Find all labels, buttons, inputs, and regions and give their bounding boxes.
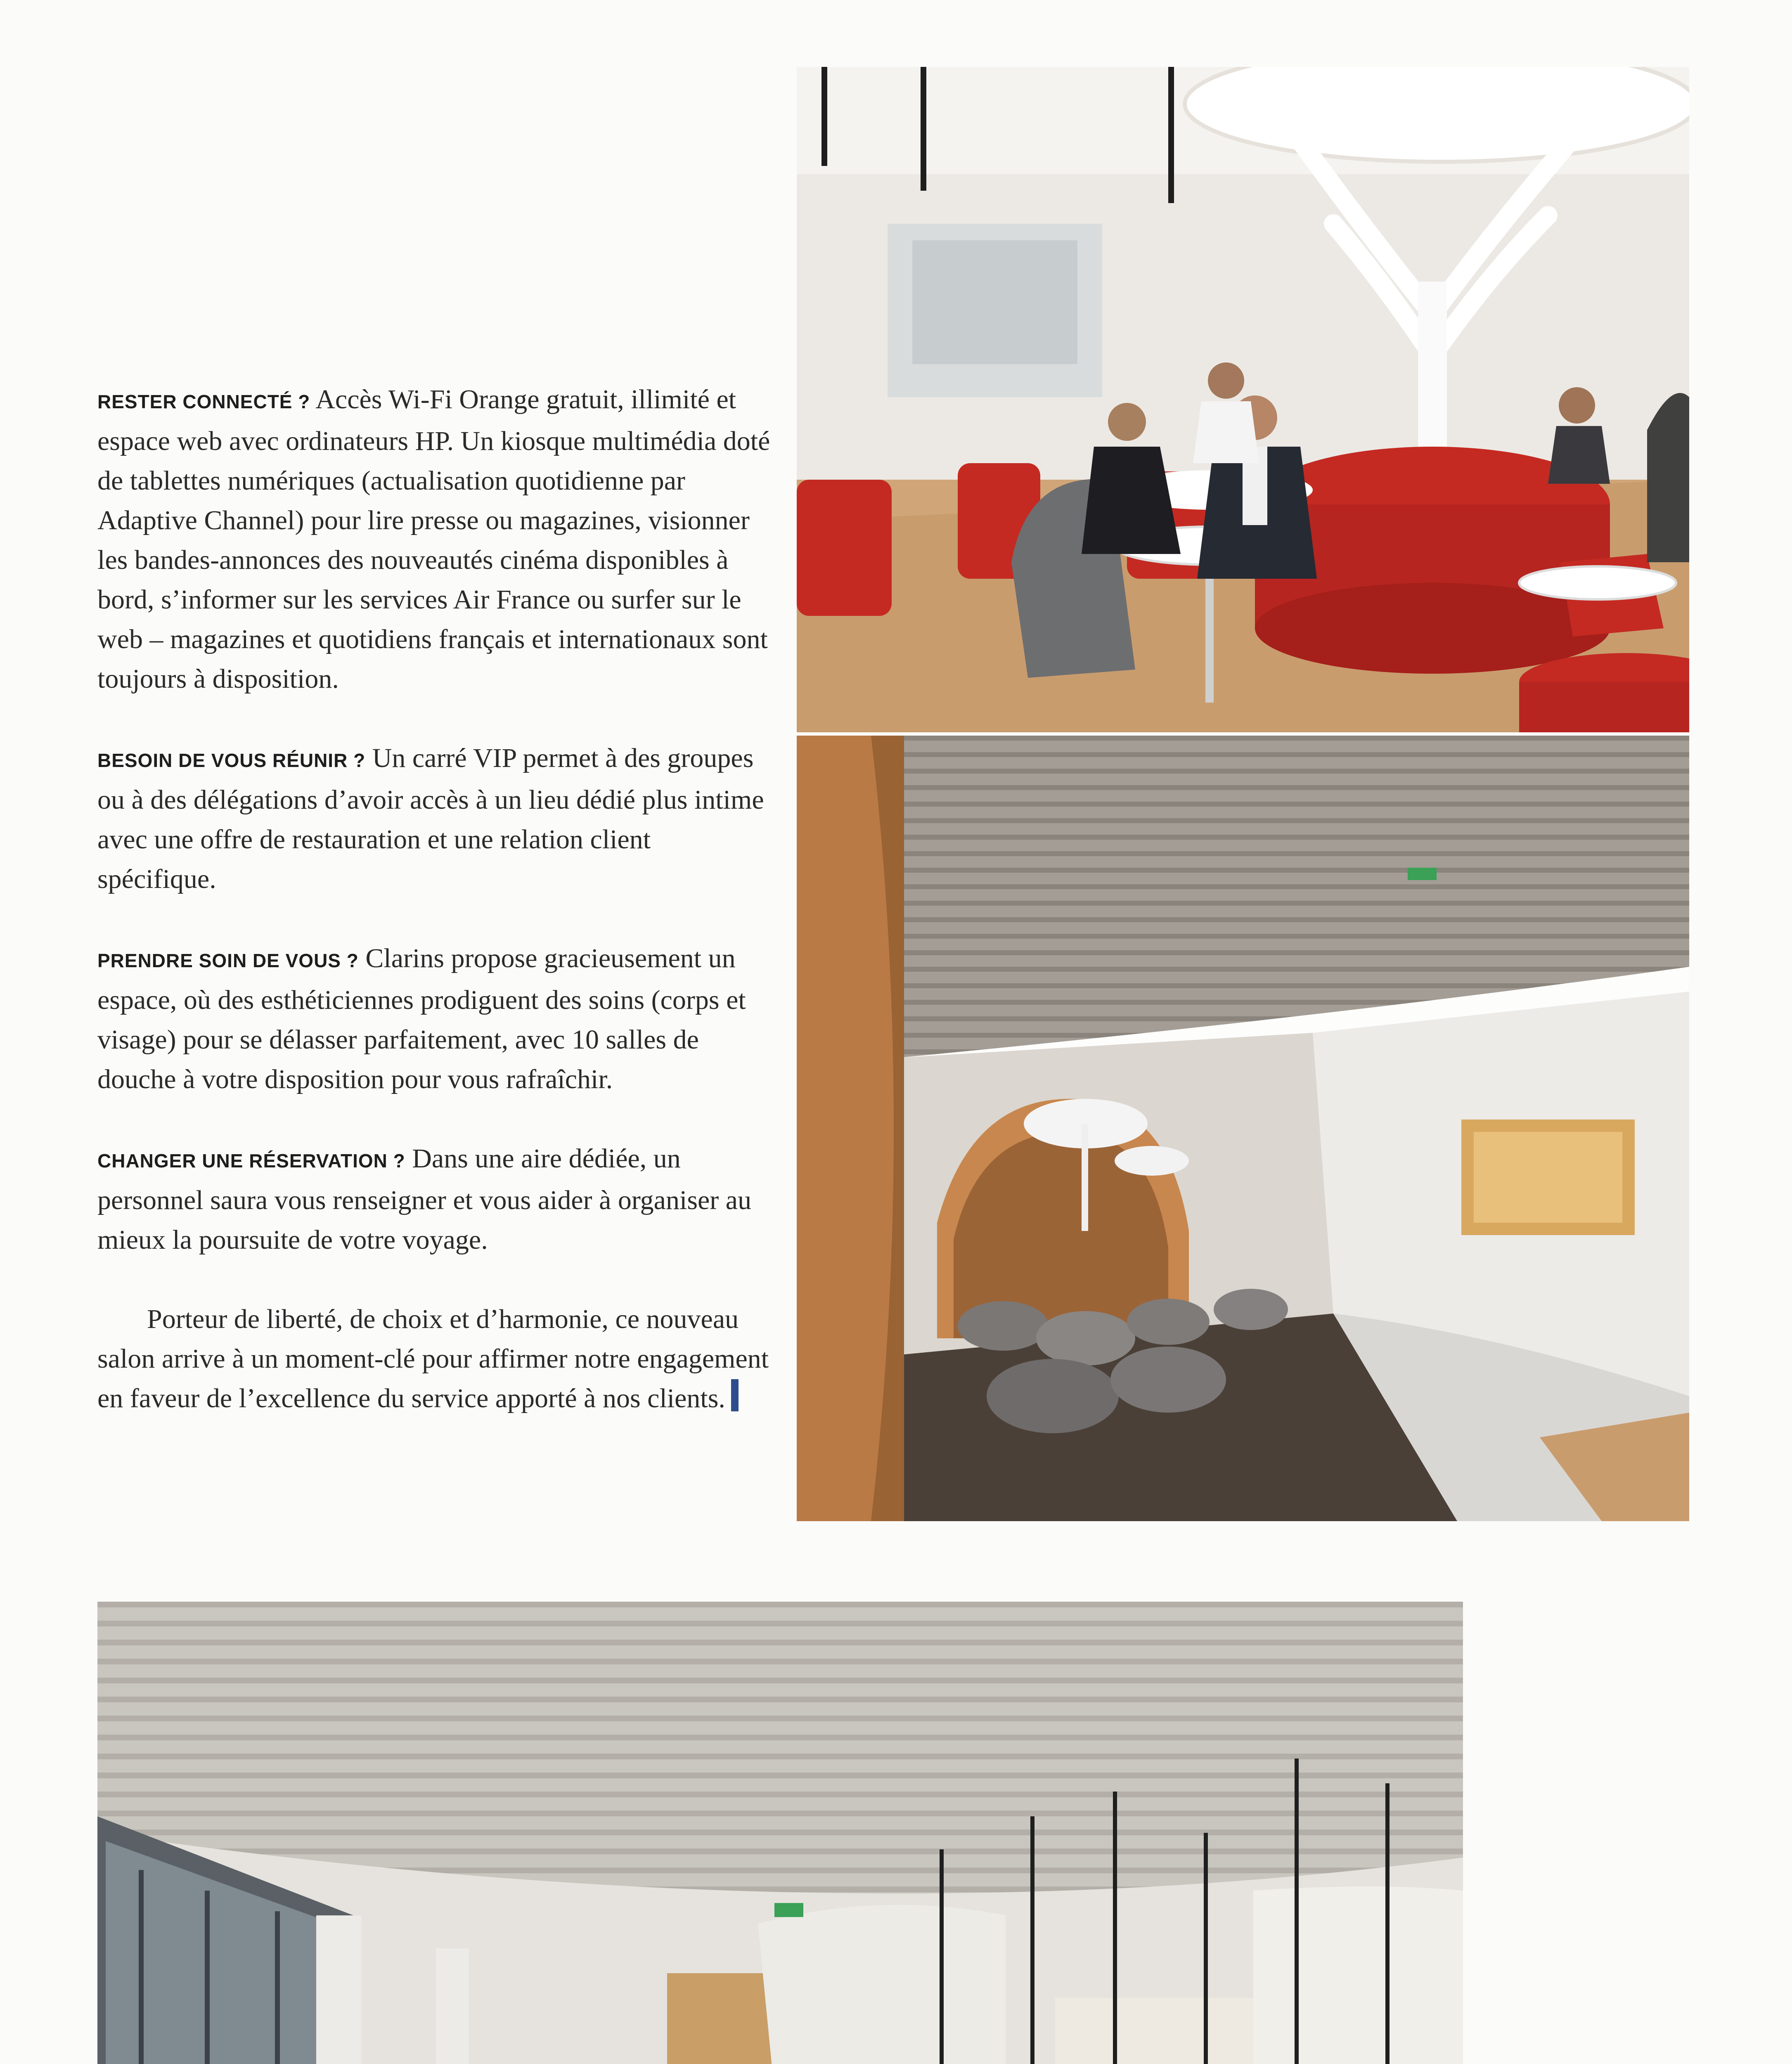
- article-body: [97, 380, 774, 1458]
- paragraph-lead: RESTER CONNECTÉ ?: [97, 391, 310, 412]
- paragraph-spa: [97, 939, 774, 1099]
- paragraph-reservation: [97, 1139, 774, 1260]
- closing-paragraph: [97, 1299, 774, 1418]
- paragraph-text: Clarins propose gracieusement un espace, où des esthéticiennes prodiguent des soins (corps et visage) pour se délasser parfaitement, avec 10 salles de douche à votre disposition pour vous rafraîchir.: [97, 943, 746, 1094]
- closing-text: Porteur de liberté, de choix et d’harmonie, ce nouveau salon arrive à un moment-clé pour affirmer notre engagement en faveur de l’excellence du service apporté à nos clients.: [97, 1304, 769, 1413]
- paragraph-connectivity: [97, 380, 774, 699]
- paragraph-lead: BESOIN DE VOUS RÉUNIR ?: [97, 750, 366, 771]
- paragraph-text: Dans une aire dédiée, un personnel saura vous renseigner et vous aider à organiser au mieux la poursuite de votre voyage.: [97, 1143, 752, 1255]
- paragraph-lead: PRENDRE SOIN DE VOUS ?: [97, 950, 359, 971]
- paragraph-text: Un carré VIP permet à des groupes ou à des délégations d’avoir accès à un lieu dédié plus intime avec une offre de restauration et une relation client spécifique.: [97, 743, 764, 894]
- end-of-article-mark: [731, 1379, 739, 1411]
- paragraph-meeting: [97, 738, 774, 899]
- photo-lounge-corridor: [797, 736, 1689, 1521]
- photo-restaurant-area: [797, 67, 1689, 732]
- paragraph-lead: CHANGER UNE RÉSERVATION ?: [97, 1150, 405, 1172]
- paragraph-text: Accès Wi-Fi Orange gratuit, illimité et espace web avec ordinateurs HP. Un kiosque multimédia doté de tablettes numériques (actualisation quotidienne par Adaptive Channel) pour lire presse ou magazines, visionner les bandes-annonces des nouveautés cinéma disponibles à bord, s’informer sur les services Air France ou surfer sur le web – magazines et quotidiens français et internationaux sont toujours à disposition.: [97, 384, 770, 694]
- photo-lounge-wide: [97, 1602, 1463, 2064]
